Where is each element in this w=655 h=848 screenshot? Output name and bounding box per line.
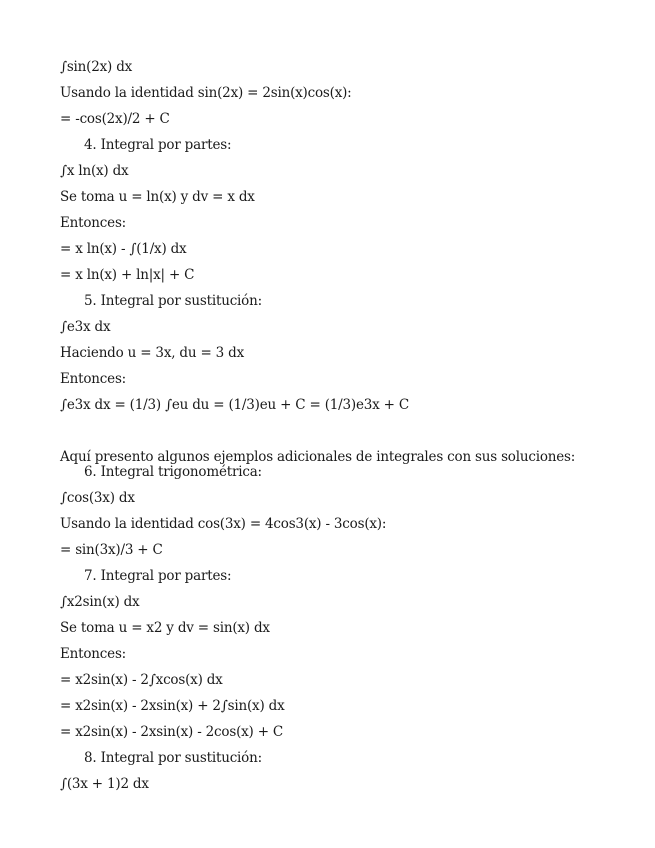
text-line: Usando la identidad cos(3x) = 4cos3(x) - 3cos(x): [60,516,387,532]
list-heading: 4. Integral por partes: [84,137,232,153]
formula-line: ∫x ln(x) dx [60,163,129,179]
text-line: Haciendo u = 3x, du = 3 dx [60,345,244,361]
text-line: Entonces: [60,646,127,662]
formula-line: ∫(3x + 1)2 dx [60,776,149,792]
formula-line: = sin(3x)/3 + C [60,542,163,558]
formula-line: ∫cos(3x) dx [60,490,135,506]
paragraph-gap [60,422,640,448]
list-heading: 8. Integral por sustitución: [84,750,262,766]
formula-line: = x ln(x) + ln|x| + C [60,267,195,283]
intro-paragraph: Aquí presento algunos ejemplos adicionales de integrales con sus soluciones: [60,449,576,465]
formula-line: = x2sin(x) - 2xsin(x) - 2cos(x) + C [60,724,284,740]
formula-line: = x2sin(x) - 2xsin(x) + 2∫sin(x) dx [60,698,285,714]
formula-line: ∫e3x dx [60,319,111,335]
formula-line: ∫x2sin(x) dx [60,594,140,610]
text-line: Usando la identidad sin(2x) = 2sin(x)cos(x): [60,85,352,101]
document-body [60,58,640,801]
list-heading: 7. Integral por partes: [84,568,232,584]
list-heading: 6. Integral trigonométrica: [84,464,262,480]
formula-line: = x2sin(x) - 2∫xcos(x) dx [60,672,223,688]
text-line: Entonces: [60,215,127,231]
list-heading: 5. Integral por sustitución: [84,293,262,309]
text-line: Se toma u = ln(x) y dv = x dx [60,189,255,205]
text-line: Entonces: [60,371,127,387]
text-line: Se toma u = x2 y dv = sin(x) dx [60,620,270,636]
formula-line: = -cos(2x)/2 + C [60,111,170,127]
formula-line: ∫e3x dx = (1/3) ∫eu du = (1/3)eu + C = (1/3)e3x + C [60,397,409,413]
formula-line: = x ln(x) - ∫(1/x) dx [60,241,187,257]
formula-line: ∫sin(2x) dx [60,59,133,75]
